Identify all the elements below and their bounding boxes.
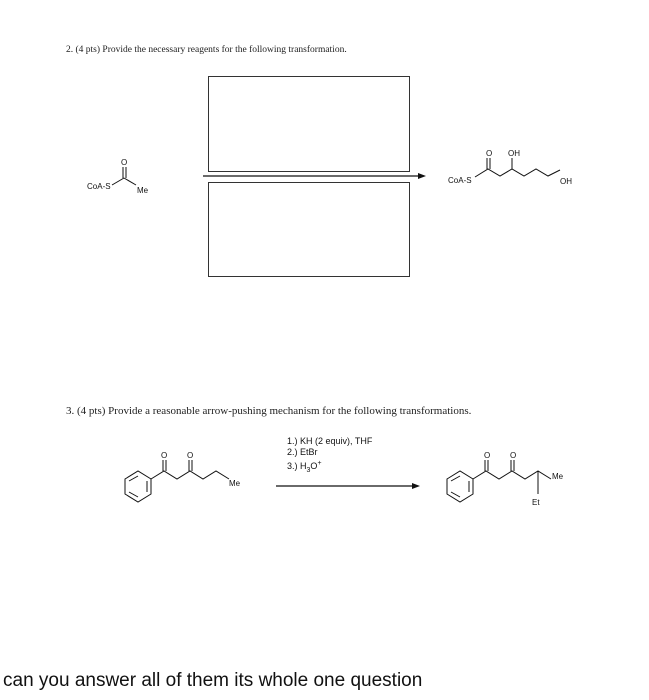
q2-product-chain xyxy=(475,169,560,177)
q2-starting-material xyxy=(87,158,149,195)
q3-product xyxy=(447,451,564,507)
q2-product-coa-label: CoA-S xyxy=(448,176,472,185)
q2-start-coa-label: CoA-S xyxy=(87,182,111,191)
q2-start-o-label: O xyxy=(121,158,128,167)
q3-reagent-3: 3.) $H_3O^+$ xyxy=(287,460,322,474)
q3-start-me-label: Me xyxy=(229,479,241,488)
q2-start-me-label: Me xyxy=(137,186,149,195)
q3-reaction-arrow xyxy=(276,483,420,489)
q3-product-o1-label: O xyxy=(484,451,491,460)
q2-start-bond-s-c xyxy=(112,178,124,185)
q2-product-oh-end-label: OH xyxy=(560,177,572,186)
question-3-title: 3. (4 pts) Provide a reasonable arrow-pushing mechanism for the following transformations. xyxy=(66,405,472,417)
q2-product xyxy=(448,149,572,186)
q2-product-oh-top-label: OH xyxy=(508,149,520,158)
q3-start-o2-label: O xyxy=(187,451,194,460)
q3-starting-material xyxy=(125,451,241,502)
q2-reaction-arrow xyxy=(203,173,426,179)
q3-reagent-2: 2.) EtBr xyxy=(287,447,318,457)
question-2-title: 2. (4 pts) Provide the necessary reagents for the following transformation. xyxy=(66,45,347,55)
q3-reagent-1: 1.) KH (2 equiv), THF xyxy=(287,436,373,446)
q2-product-o-label: O xyxy=(486,149,493,158)
q3-product-et-label: Et xyxy=(532,498,540,507)
q3-reagent-list xyxy=(287,436,372,476)
q3-start-o1-label: O xyxy=(161,451,168,460)
q3-product-chain xyxy=(473,471,551,479)
q3-product-o2-label: O xyxy=(510,451,517,460)
q2-start-bond-c-me xyxy=(124,178,136,185)
q3-start-chain xyxy=(151,471,229,479)
user-question-text: can you answer all of them its whole one question xyxy=(3,670,423,691)
q3-product-me-label: Me xyxy=(552,472,564,481)
